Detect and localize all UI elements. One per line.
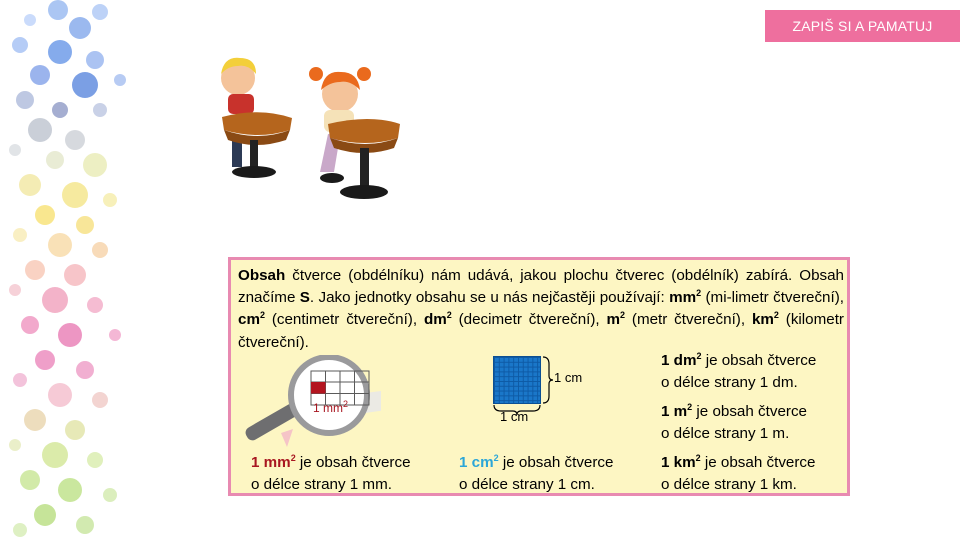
caption-cm2: 1 $cm^2$ je obsah čtverce o délce strany 1 cm. (459, 452, 614, 493)
symbol-s: S (299, 289, 310, 307)
paragraph-text-dm: (decimetr čtvereční), (451, 311, 607, 329)
bokeh-decoration (0, 0, 140, 540)
caption-dm2: 1 $dm^2$ je obsah čtverce o délce strany 1 dm. (661, 350, 817, 391)
caption-cm2-unit: 1 $cm^2$ (459, 452, 499, 471)
paragraph-text-1: čtverce (obdélníku) nám udává, jakou plochu čtverec (obdélník) zabírá. Obsah značíme (238, 267, 844, 307)
caption-km2-unit: 1 $km^2$ (661, 452, 701, 471)
caption-dm2-unit: 1 $dm^2$ (661, 350, 702, 369)
paragraph-text-cm: (centimetr čtvereční), (264, 311, 424, 329)
children-at-desks-illustration (200, 52, 410, 210)
caption-m2-unit: 1 $m^2$ (661, 401, 693, 420)
unit-dm: $dm^2$ (423, 310, 452, 329)
paragraph-text-m: (metr čtvereční), (625, 311, 752, 329)
magnifier-mm-illustration (241, 355, 381, 450)
caption-m2: 1 $m^2$ je obsah čtverce o délce strany 1 m. (661, 401, 807, 442)
remember-tag: ZAPIŠ SI A PAMATUJ (765, 10, 960, 42)
paragraph-text-km: (kilometr čtvereční). (238, 311, 844, 351)
lens-label-mm2: 1 $mm^2$ (313, 399, 349, 415)
unit-m: $m^2$ (606, 310, 626, 329)
cm-square-grid (493, 356, 541, 404)
paragraph-text-mm: (mi-limetr čtvereční), (701, 289, 844, 307)
caption-mm2-unit: 1 $mm^2$ (251, 452, 296, 471)
caption-km2: 1 $km^2$ je obsah čtverce o délce strany 1 km. (661, 452, 816, 493)
unit-cm: $cm^2$ (238, 310, 265, 329)
unit-km: $km^2$ (751, 310, 779, 329)
paragraph-text-2: . Jako jednotky obsahu se u nás nejčastěji používají: (309, 289, 670, 307)
definition-box (228, 257, 850, 496)
term-obsah: Obsah (238, 267, 286, 284)
caption-mm2: 1 $mm^2$ je obsah čtverce o délce strany 1 mm. (251, 452, 411, 493)
unit-mm: $mm^2$ (669, 288, 702, 307)
side-label-bottom: 1 cm (500, 409, 529, 424)
right-brace (542, 356, 554, 404)
definition-paragraph (238, 265, 844, 354)
side-label-right: 1 cm (554, 370, 583, 385)
